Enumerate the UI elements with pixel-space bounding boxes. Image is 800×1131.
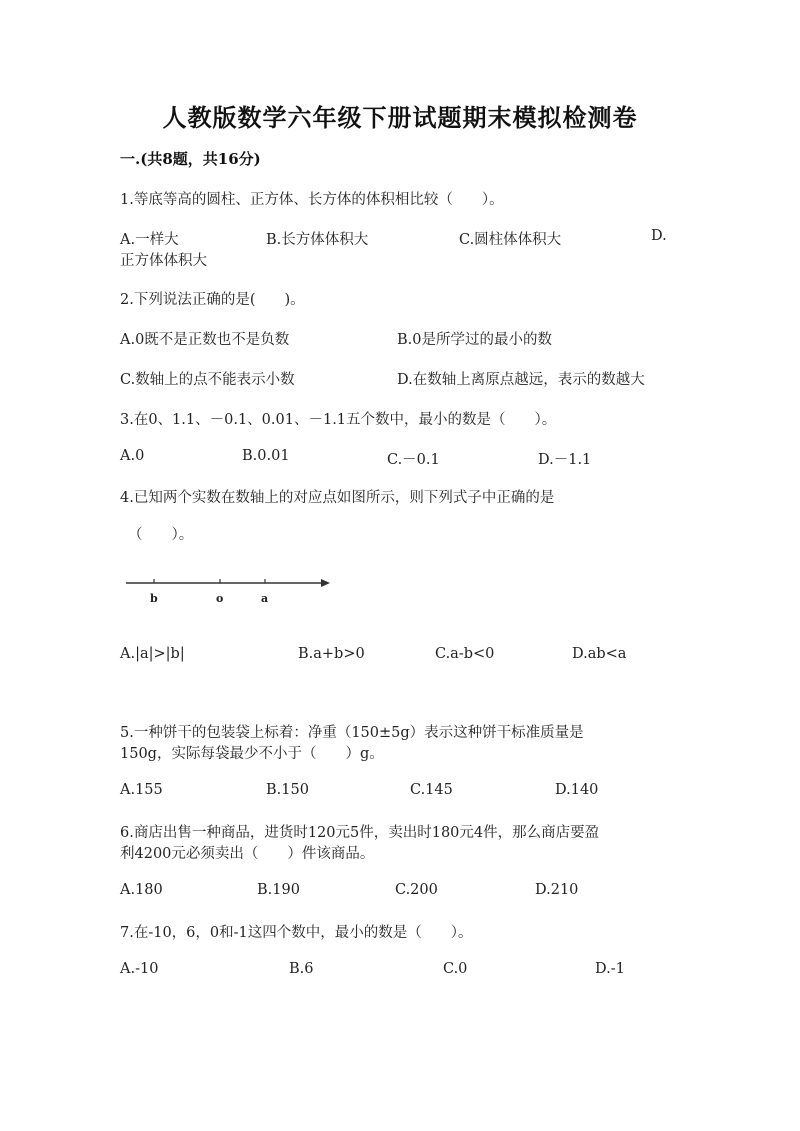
question-3-option-d: D.－1.1: [538, 452, 592, 468]
question-5-stem: 5.一种饼干的包装袋上标着：净重（150±5g）表示这种饼干标准质量是: [120, 725, 584, 741]
number-line-label-b: b: [150, 592, 158, 605]
question-2-option-b: B.0是所学过的最小的数: [397, 332, 552, 348]
number-line-label-a: a: [261, 592, 269, 605]
question-6-option-b: B.190: [257, 882, 300, 898]
question-3-option-c: C.－0.1: [387, 452, 440, 468]
question-5-option-a: A.155: [120, 782, 163, 798]
question-2-stem: 2.下列说法正确的是( )。: [120, 292, 305, 308]
question-1-stem: 1.等底等高的圆柱、正方体、长方体的体积相比较（ ）。: [120, 192, 504, 208]
question-6-option-a: A.180: [120, 882, 163, 898]
question-5-option-c: C.145: [410, 782, 453, 798]
question-3-option-a: A.0: [120, 448, 145, 464]
number-line-label-o: o: [216, 592, 224, 605]
question-6-stem-continued: 利4200元必须卖出（ ）件该商品。: [120, 846, 375, 862]
question-2-option-d: D.在数轴上离原点越远，表示的数越大: [397, 372, 645, 388]
question-5-stem-continued: 150g，实际每袋最少不小于（ ）g。: [120, 746, 384, 762]
question-1-option-a: A.一样大: [120, 232, 179, 248]
question-2-option-a: A.0既不是正数也不是负数: [120, 332, 290, 348]
page-title: 人教版数学六年级下册试题期末模拟检测卷: [162, 103, 638, 132]
question-1-option-b: B.长方体体积大: [266, 232, 369, 248]
question-5-option-b: B.150: [266, 782, 309, 798]
question-4-option-b: B.a+b>0: [298, 646, 365, 662]
question-7-option-c: C.0: [443, 961, 468, 977]
number-line-figure: [120, 572, 340, 612]
question-7-option-d: D.-1: [595, 961, 625, 977]
question-7-stem: 7.在-10，6，0和-1这四个数中，最小的数是（ ）。: [120, 925, 473, 941]
number-line-arrow: [321, 579, 330, 587]
question-3-stem: 3.在0、1.1、－0.1、0.01、－1.1五个数中，最小的数是（ ）。: [120, 412, 557, 428]
question-7-option-a: A.-10: [120, 961, 159, 977]
question-7-option-b: B.6: [289, 961, 314, 977]
question-6-option-d: D.210: [535, 882, 579, 898]
question-4-stem: 4.已知两个实数在数轴上的对应点如图所示，则下列式子中正确的是: [120, 490, 555, 506]
question-3-option-b: B.0.01: [242, 448, 290, 464]
question-4-option-c: C.a-b<0: [435, 646, 495, 662]
question-4-option-a: A.|a|>|b|: [120, 646, 185, 662]
section-heading: 一.(共8题，共16分): [120, 150, 261, 168]
question-4-option-d: D.ab<a: [572, 646, 627, 662]
question-1-option-d-text: 正方体体积大: [120, 253, 207, 269]
question-6-stem: 6.商店出售一种商品，进货时120元5件，卖出时180元4件，那么商店要盈: [120, 825, 600, 841]
question-2-option-c: C.数轴上的点不能表示小数: [120, 372, 295, 388]
question-1-option-c: C.圆柱体体积大: [459, 232, 562, 248]
question-1-option-d-prefix: D.: [651, 228, 667, 244]
question-4-stem-continued: （ ）。: [128, 527, 194, 543]
question-6-option-c: C.200: [395, 882, 438, 898]
question-5-option-d: D.140: [555, 782, 599, 798]
